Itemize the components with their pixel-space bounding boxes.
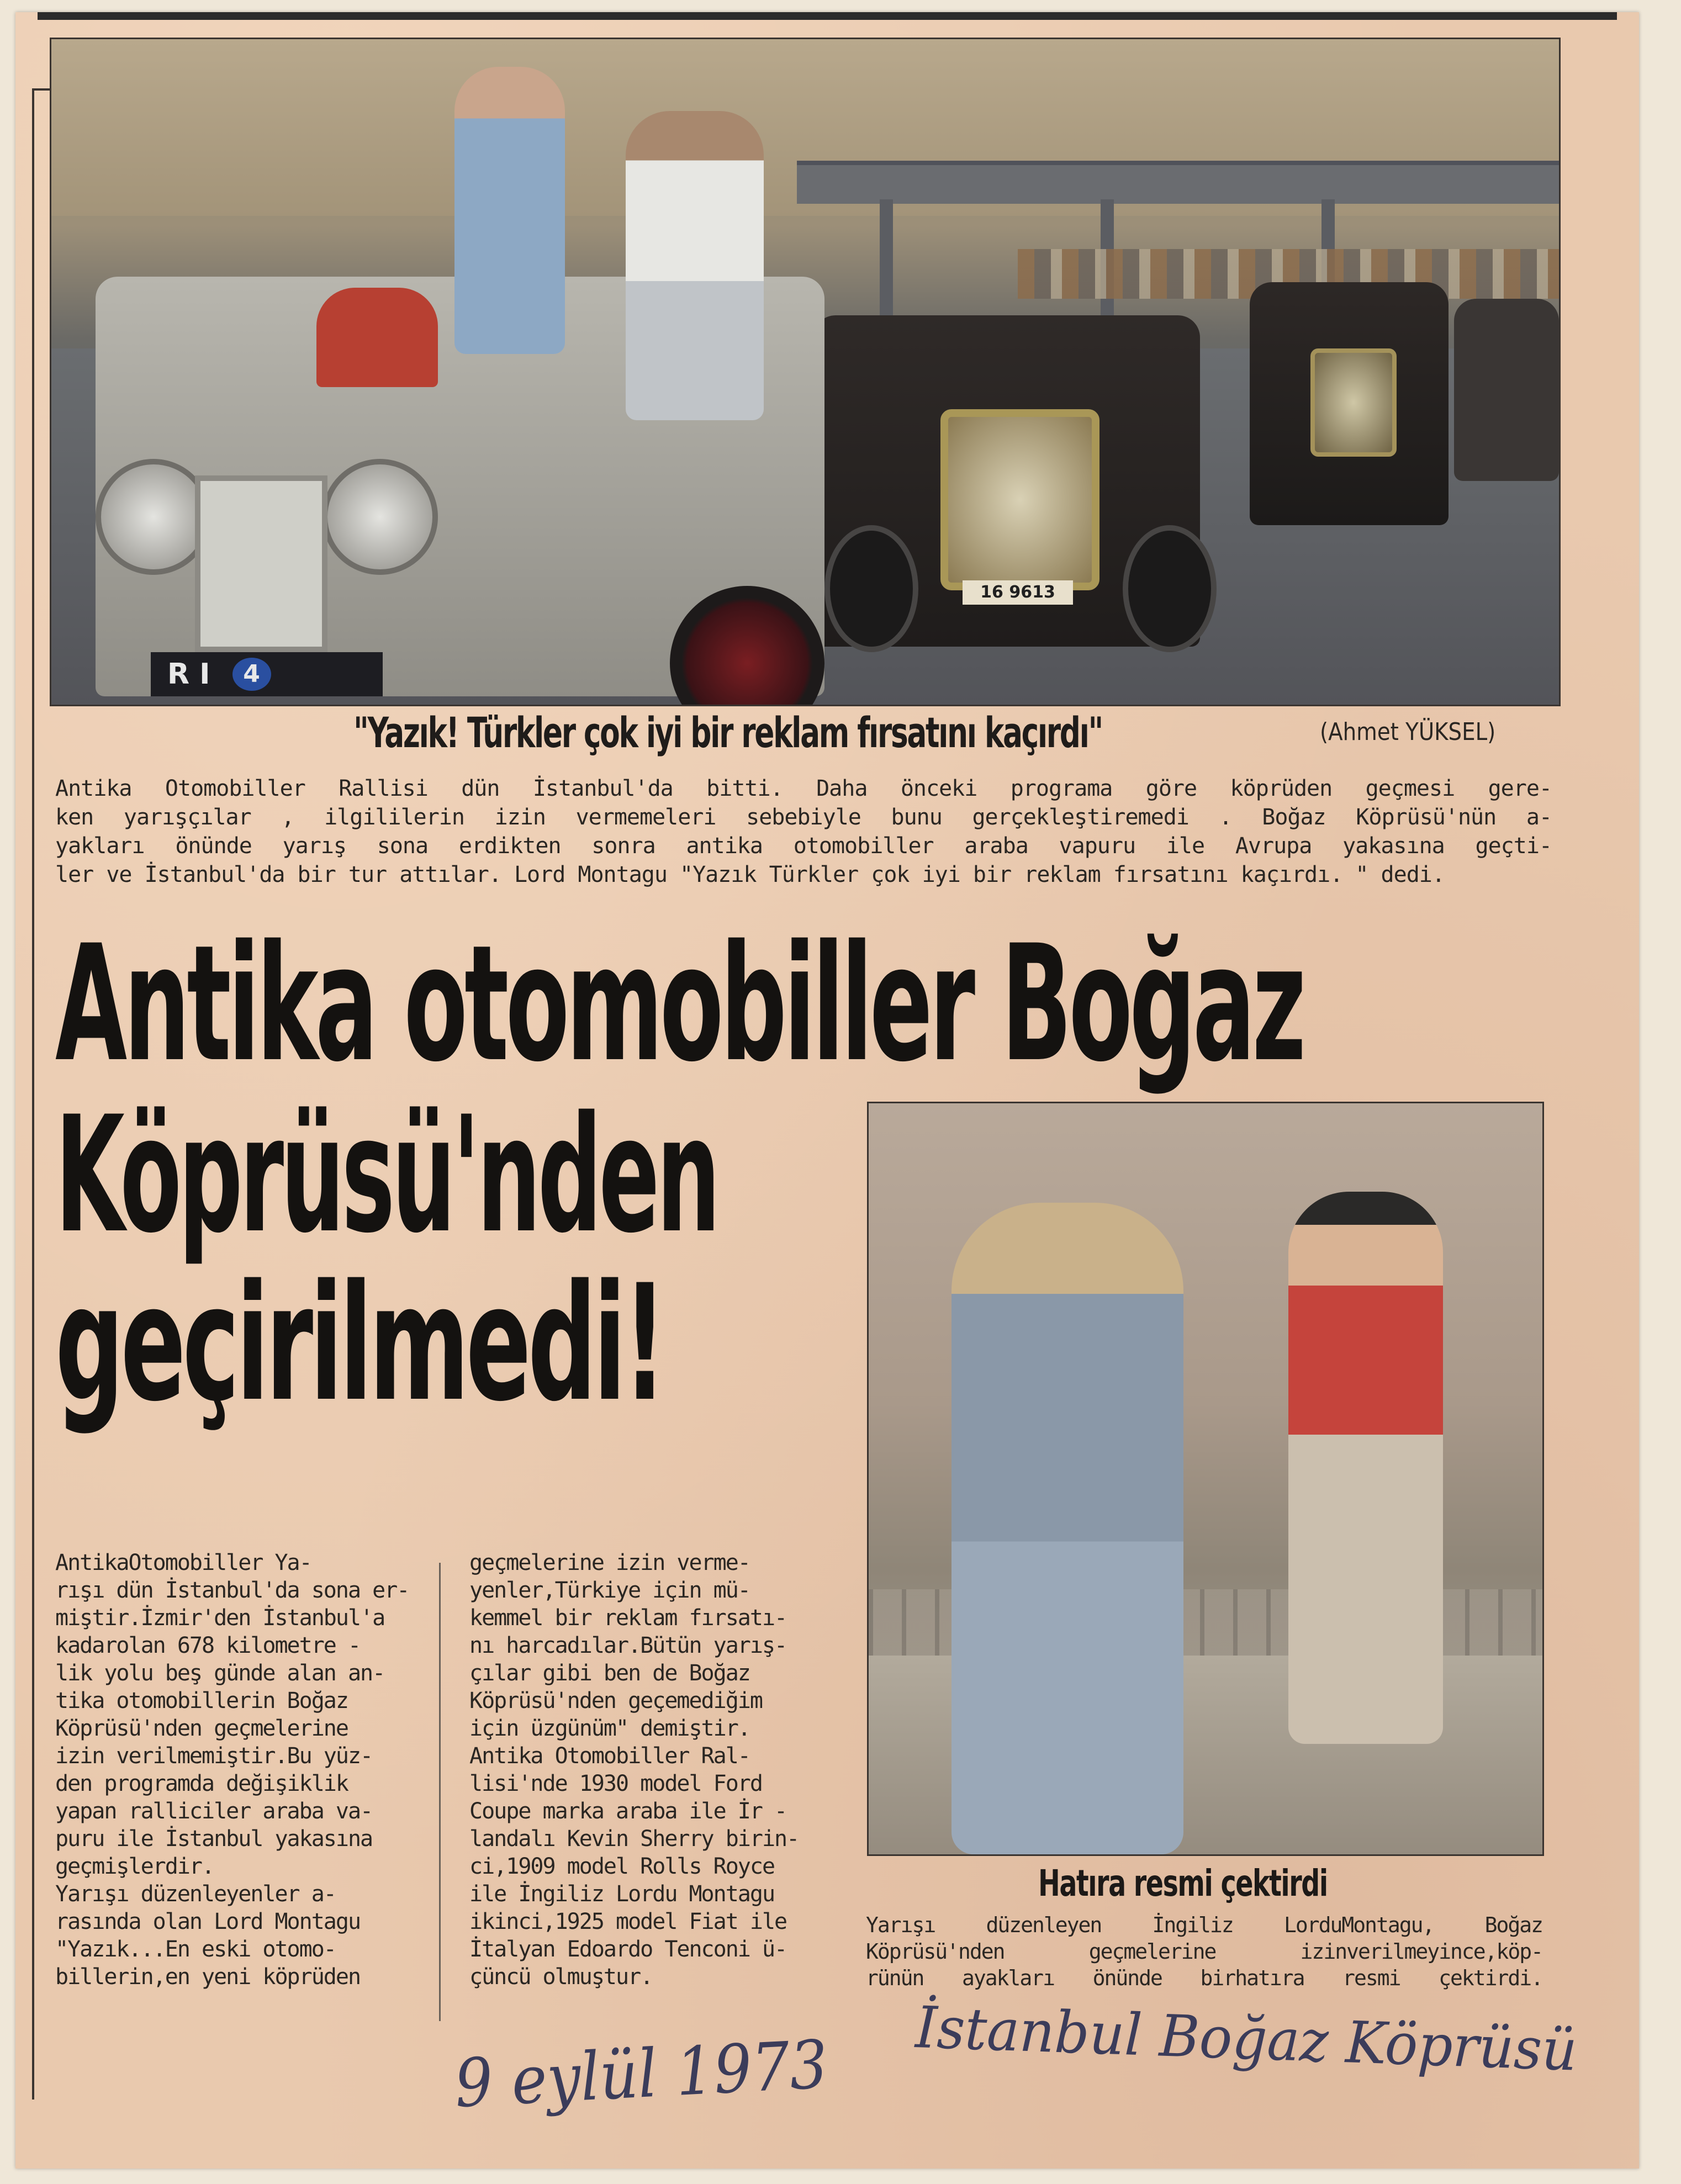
driver-figure: [316, 288, 438, 387]
article-line: çılar gibi ben de Boğaz: [469, 1661, 750, 1686]
article-line: Köprüsü'nden geçemediğim: [469, 1688, 762, 1714]
wheel: [670, 586, 824, 706]
handwritten-date: 9 eylül 1973: [453, 2026, 830, 2123]
caption-line: Antika Otomobiller Rallisi dün İstanbul'da bitti. Daha önceki programa göre köprüden geçmesi gere-: [55, 776, 1552, 801]
article-line: Yarışı düzenleyenler a-: [55, 1881, 336, 1907]
second-photo-caption-text: [866, 1912, 1542, 1991]
photo-caption-title: "Yazık! Türkler çok iyi bir reklam fırsatını kaçırdı": [353, 708, 1102, 757]
second-photo-caption-title: Hatıra resmi çektirdi: [1038, 1862, 1328, 1905]
article-line: Coupe marka araba ile İr -: [469, 1799, 787, 1824]
article-line: AntikaOtomobiller Ya-: [55, 1550, 311, 1575]
article-line: "Yazık...En eski otomo-: [55, 1937, 336, 1962]
plate-text: R I: [167, 658, 210, 691]
article-line: rışı dün İstanbul'da sona er-: [55, 1578, 409, 1603]
article-line: izin verilmemiştir.Bu yüz-: [55, 1743, 373, 1769]
article-line: için üzgünüm" demiştir.: [469, 1716, 750, 1741]
article-line: ci,1909 model Rolls Royce: [469, 1854, 775, 1879]
article-line: çüncü olmuştur.: [469, 1964, 653, 1990]
article-line: kadarolan 678 kilometre -: [55, 1633, 361, 1658]
headlamp: [96, 459, 212, 575]
antique-cars-photo: [50, 38, 1561, 706]
article-line: rasında olan Lord Montagu: [55, 1909, 361, 1934]
headline-line-1: Antika otomobiller Boğaz: [55, 911, 1303, 1097]
article-line: yapan ralliciler araba va-: [55, 1799, 373, 1824]
lord-montagu-figure: [1288, 1192, 1443, 1744]
article-line: nı harcadılar.Bütün yarış-: [469, 1633, 787, 1658]
antique-car-third: [1250, 282, 1449, 525]
lord-montagu-photo: [867, 1102, 1544, 1856]
headlamp: [322, 459, 438, 575]
wheel: [1123, 525, 1217, 652]
plate-badge: 4: [232, 658, 271, 691]
antique-car-second: [813, 315, 1200, 647]
wheel: [824, 525, 918, 652]
article-line: geçmişlerdir.: [55, 1854, 214, 1879]
article-line: geçmelerine izin verme-: [469, 1550, 750, 1575]
article-line: Köprüsü'nden geçmelerine: [55, 1716, 348, 1741]
license-plate: [151, 652, 383, 696]
left-margin-rule: [32, 89, 34, 2100]
article-line: lisi'nde 1930 model Ford: [469, 1771, 762, 1796]
article-line: billerin,en yeni köprüden: [55, 1964, 361, 1990]
headline-line-3: geçirilmedi!: [55, 1251, 664, 1437]
caption-line: rünün ayakları önünde birhatıra resmi çektirdi.: [866, 1966, 1542, 1990]
caption-line: Yarışı düzenleyen İngiliz LorduMontagu, Boğaz: [866, 1913, 1542, 1937]
caption-line: ken yarışçılar , ilgililerin izin vermemeleri sebebiyle bunu gerçekleştiremedi . Boğaz Köprüsü'nün a-: [55, 805, 1552, 830]
photographer-figure: [951, 1203, 1183, 1854]
photo-caption-text: [55, 774, 1552, 889]
license-plate: 16 9613: [963, 580, 1073, 605]
passenger-figure: [454, 67, 565, 354]
article-line: den programda değişiklik: [55, 1771, 348, 1796]
article-line: tika otomobillerin Boğaz: [55, 1688, 348, 1714]
caption-line: Köprüsü'nden geçmelerine izinverilmeyince,köp-: [866, 1939, 1542, 1964]
column-divider: [439, 1563, 441, 2021]
article-line: yenler,Türkiye için mü-: [469, 1578, 750, 1603]
radiator-grill: [195, 475, 327, 652]
article-line: İtalyan Edoardo Tenconi ü-: [469, 1937, 787, 1962]
caption-line: ler ve İstanbul'da bir tur attılar. Lord Montagu "Yazık Türkler çok iyi bir reklam fırsatını kaçırdı. " dedi.: [55, 862, 1445, 887]
article-line: puru ile İstanbul yakasına: [55, 1826, 373, 1852]
article-line: kemmel bir reklam fırsatı-: [469, 1605, 787, 1631]
handwritten-place-note: İstanbul Boğaz Köprüsü: [914, 1993, 1578, 2084]
article-line: ile İngiliz Lordu Montagu: [469, 1881, 775, 1907]
radiator: [940, 409, 1099, 590]
article-line: landalı Kevin Sherry birin-: [469, 1826, 799, 1852]
article-column-2: [469, 1549, 834, 1991]
article-line: ikinci,1925 model Fiat ile: [469, 1909, 787, 1934]
top-rule: [38, 12, 1617, 20]
article-column-1: [55, 1549, 420, 1991]
article-line: lik yolu beş günde alan an-: [55, 1661, 385, 1686]
photo-credit: (Ahmet YÜKSEL): [1320, 718, 1496, 746]
antique-car-far: [1454, 299, 1559, 481]
bridge-overpass: [797, 161, 1559, 204]
article-line: Antika Otomobiller Ral-: [469, 1743, 750, 1769]
radiator: [1310, 348, 1397, 457]
passenger-figure: [626, 111, 764, 420]
article-line: miştir.İzmir'den İstanbul'a: [55, 1605, 385, 1631]
caption-line: yakları önünde yarış sona erdikten sonra antika otomobiller araba vapuru ile Avrupa yakasına geçti-: [55, 833, 1552, 859]
headline-line-2: Köprüsü'nden: [55, 1082, 717, 1268]
